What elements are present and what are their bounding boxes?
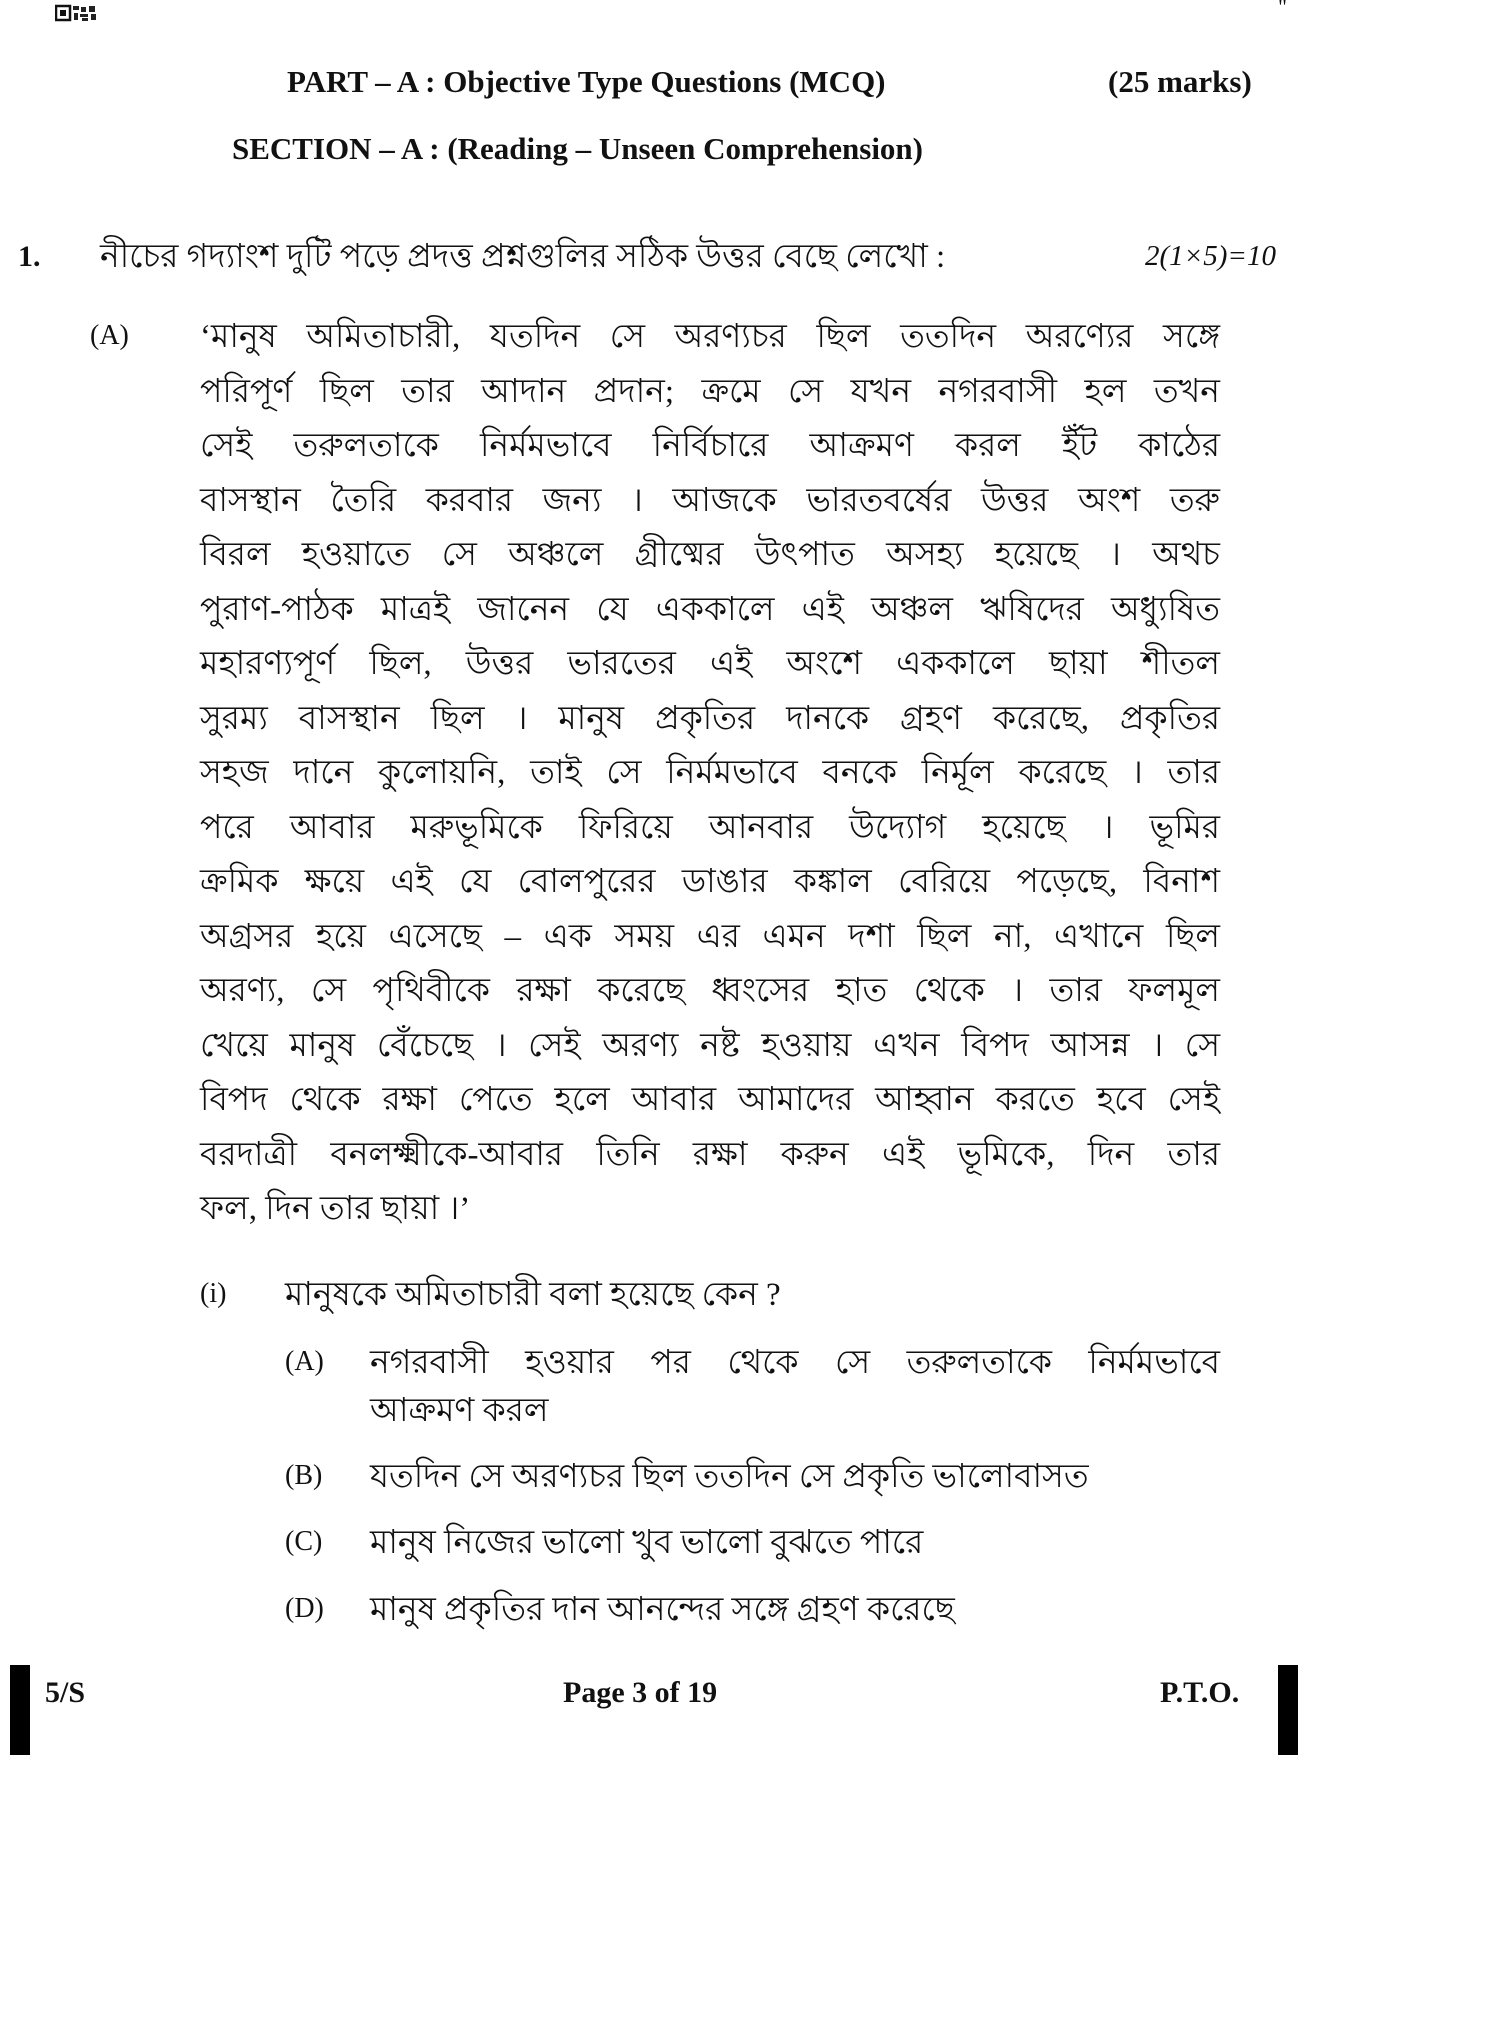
passage-line: ক্রমিক ক্ষয়ে এই যে বোলপুরের ডাঙার কঙ্কাল বেরিয়ে পড়েছে, বিনাশ bbox=[200, 864, 1220, 900]
passage-line: ফল, দিন তার ছায়া ।’ bbox=[200, 1191, 471, 1227]
sub-question-text: মানুষকে অমিতাচারী বলা হয়েছে কেন ? bbox=[285, 1277, 781, 1313]
part-title: PART – A : Objective Type Questions (MCQ) bbox=[287, 64, 886, 99]
passage bbox=[200, 310, 1220, 1237]
passage-line: অগ্রসর হয়ে এসেছে – এক সময় এর এমন দশা ছিল না, এখানে ছিল bbox=[200, 918, 1220, 955]
option-text: মানুষ প্রকৃতির দান আনন্দের সঙ্গে গ্রহণ করেছে bbox=[370, 1592, 955, 1628]
corner-mark: " bbox=[1278, 0, 1287, 19]
option-label: (B) bbox=[285, 1460, 323, 1491]
option-label: (D) bbox=[285, 1593, 324, 1624]
section-title: SECTION – A : (Reading – Unseen Comprehension) bbox=[232, 131, 923, 166]
question-number: 1. bbox=[18, 240, 41, 273]
question-marks: 2(1×5)=10 bbox=[1145, 240, 1276, 272]
passage-line: পুরাণ-পাঠক মাত্রই জানেন যে এককালে এই অঞ্চল ঋষিদের অধ্যুষিত bbox=[200, 591, 1220, 628]
option-text: যতদিন সে অরণ্যচর ছিল ততদিন সে প্রকৃতি ভালোবাসত bbox=[370, 1459, 1089, 1495]
passage-label: (A) bbox=[90, 320, 129, 351]
passage-line: অরণ্য, সে পৃথিবীকে রক্ষা করেছে ধ্বংসের হাত থেকে । তার ফলমূল bbox=[200, 973, 1220, 1009]
sub-question-number: (i) bbox=[200, 1278, 227, 1309]
passage-line: সুরম্য বাসস্থান ছিল । মানুষ প্রকৃতির দানকে গ্রহণ করেছে, প্রকৃতির bbox=[200, 700, 1220, 737]
passage-line: সেই তরুলতাকে নির্মমভাবে নির্বিচারে আক্রমণ করল ইঁট কাঠের bbox=[200, 428, 1220, 464]
left-margin-bar bbox=[10, 1665, 30, 1755]
passage-line: পরিপূর্ণ ছিল তার আদান প্রদান; ক্রমে সে যখন নগরবাসী হল তখন bbox=[200, 373, 1220, 410]
passage-line: বিরল হওয়াতে সে অঞ্চলে গ্রীষ্মের উৎপাত অসহ্য হয়েছে । অথচ bbox=[200, 537, 1220, 573]
option-text: মানুষ নিজের ভালো খুব ভালো বুঝতে পারে bbox=[370, 1525, 924, 1561]
paper-code: 5/S bbox=[45, 1676, 86, 1709]
page-number: Page 3 of 19 bbox=[563, 1676, 718, 1709]
passage-line: পরে আবার মরুভূমিকে ফিরিয়ে আনবার উদ্যোগ হয়েছে । ভূমির bbox=[200, 809, 1220, 846]
passage-line: বাসস্থান তৈরি করবার জন্য । আজকে ভারতবর্ষের উত্তর অংশ তরু bbox=[200, 482, 1220, 519]
option-label: (A) bbox=[285, 1346, 324, 1377]
qr-code-icon bbox=[55, 4, 107, 22]
option-text: নগরবাসী হওয়ার পর থেকে সে তরুলতাকে নির্মমভাবে bbox=[370, 1345, 1220, 1381]
right-margin-bar bbox=[1278, 1665, 1298, 1755]
passage-line: ‘মানুষ অমিতাচারী, যতদিন সে অরণ্যচর ছিল ততদিন অরণ্যের সঙ্গে bbox=[200, 319, 1220, 355]
part-marks: (25 marks) bbox=[1108, 64, 1252, 99]
passage-line: বরদাত্রী বনলক্ষ্মীকে-আবার তিনি রক্ষা করুন এই ভূমিকে, দিন তার bbox=[200, 1136, 1220, 1173]
question-instruction: নীচের গদ্যাংশ দুটি পড়ে প্রদত্ত প্রশ্নগুলির সঠিক উত্তর বেছে লেখো : bbox=[100, 239, 946, 275]
passage-line: সহজ দানে কুলোয়নি, তাই সে নির্মমভাবে বনকে নির্মূল করেছে । তার bbox=[200, 755, 1220, 791]
passage-line: খেয়ে মানুষ বেঁচেছে । সেই অরণ্য নষ্ট হওয়ায় এখন বিপদ আসন্ন । সে bbox=[200, 1027, 1220, 1064]
pto-label: P.T.O. bbox=[1160, 1676, 1240, 1709]
option-label: (C) bbox=[285, 1526, 323, 1557]
passage-line: বিপদ থেকে রক্ষা পেতে হলে আবার আমাদের আহ্বান করতে হবে সেই bbox=[200, 1082, 1220, 1118]
option-text-continued: আক্রমণ করল bbox=[370, 1393, 549, 1429]
passage-line: মহারণ্যপূর্ণ ছিল, উত্তর ভারতের এই অংশে এককালে ছায়া শীতল bbox=[200, 646, 1220, 682]
